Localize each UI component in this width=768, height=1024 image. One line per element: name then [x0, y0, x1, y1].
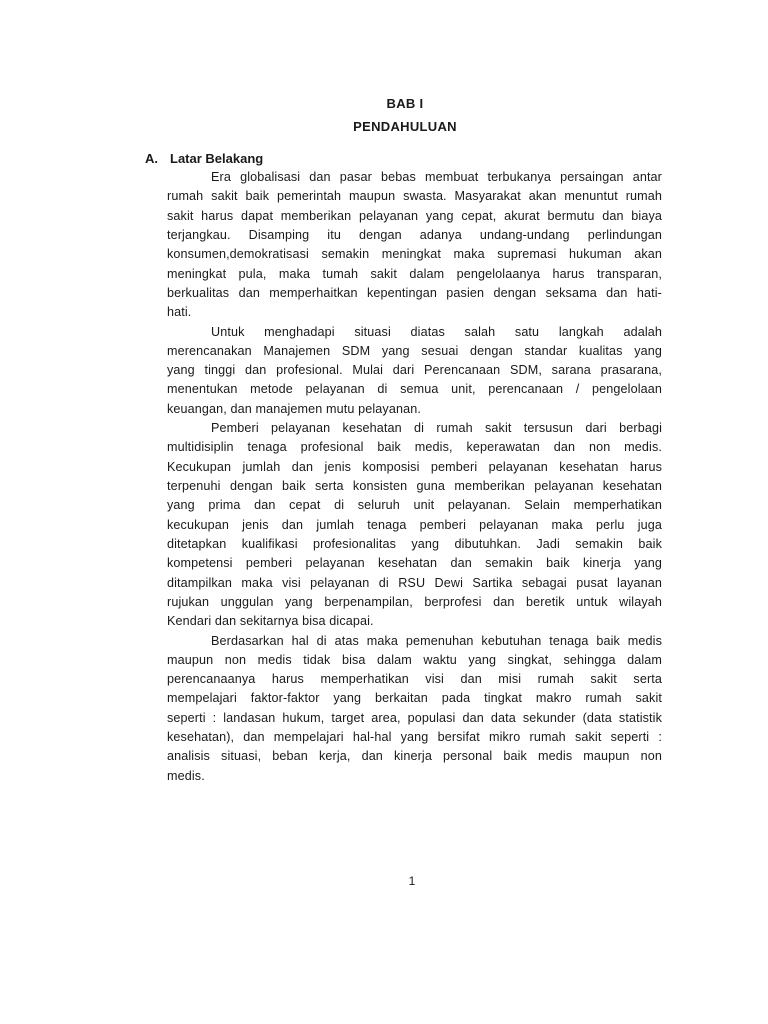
- paragraph-line: konsumen,demokratisasi semakin meningkat maka supremasi hukuman akan: [167, 247, 662, 262]
- paragraph-line: analisis situasi, beban kerja, dan kinerja personal baik medis maupun non: [167, 749, 662, 764]
- chapter-number: BAB I: [386, 96, 424, 111]
- paragraph-line: Kecukupan jumlah dan jenis komposisi pemberi pelayanan kesehatan harus: [167, 459, 662, 474]
- paragraph-line: terpenuhi dengan baik serta konsisten guna memberikan pelayanan kesehatan: [167, 479, 662, 493]
- paragraph-line: rumah sakit baik pemerintah maupun swasta. Masyarakat akan menuntut rumah: [167, 189, 662, 204]
- page-number: 1: [408, 874, 416, 888]
- paragraph-line: ditampilkan maka visi pelayanan di RSU Dewi Sartika sebagai pusat layanan: [167, 575, 662, 590]
- paragraph-line: perencanaanya harus memperhatikan visi dan misi rumah sakit serta: [167, 672, 662, 687]
- paragraph-1: [167, 168, 662, 323]
- body-text: [167, 168, 662, 786]
- paragraph-line: Era globalisasi dan pasar bebas membuat terbukanya persaingan antar: [211, 170, 662, 184]
- section-marker: A.: [145, 151, 158, 166]
- paragraph-line: seperti : landasan hukum, target area, populasi dan data sekunder (data statistik: [167, 710, 662, 725]
- chapter-title: PENDAHULUAN: [353, 119, 457, 134]
- paragraph-3: [167, 419, 662, 631]
- paragraph-line: Pemberi pelayanan kesehatan di rumah sakit tersusun dari berbagi: [211, 421, 662, 436]
- paragraph-line: mempelajari faktor-faktor yang berkaitan pada tingkat makro rumah sakit: [167, 691, 662, 706]
- paragraph-2: [167, 323, 662, 420]
- paragraph-line: Berdasarkan hal di atas maka pemenuhan kebutuhan tenaga baik medis: [211, 633, 662, 648]
- paragraph-line: ditetapkan kualifikasi profesionalitas yang dibutuhkan. Jadi semakin baik: [167, 536, 662, 551]
- paragraph-line: rujukan unggulan yang berpenampilan, berprofesi dan beretik untuk wilayah: [167, 594, 662, 609]
- paragraph-line: terjangkau. Disamping itu dengan adanya undang-undang perlindungan: [167, 227, 662, 242]
- paragraph-line: merencanakan Manajemen SDM yang sesuai dengan standar kualitas yang: [167, 343, 662, 358]
- paragraph-line: medis.: [167, 768, 205, 783]
- paragraph-line: Kendari dan sekitarnya bisa dicapai.: [167, 614, 374, 629]
- paragraph-line: kesehatan), dan mempelajari hal-hal yang bersifat mikro rumah sakit seperti :: [167, 730, 662, 745]
- paragraph-line: meningkat pula, maka tumah sakit dalam pengelolaanya harus transparan,: [167, 266, 662, 281]
- paragraph-line: sakit harus dapat memberikan pelayanan yang cepat, akurat bermutu dan biaya: [167, 208, 662, 223]
- paragraph-line: yang tinggi dan profesional. Mulai dari Perencanaan SDM, sarana prasarana,: [167, 363, 662, 378]
- paragraph-line: berkualitas dan memperhaitkan kepentingan pasien dengan seksama dan hati-: [167, 285, 662, 300]
- paragraph-line: Untuk menghadapi situasi diatas salah satu langkah adalah: [211, 324, 662, 339]
- paragraph-4: [167, 632, 662, 787]
- paragraph-line: kompetensi pemberi pelayanan kesehatan dan semakin baik kinerja yang: [167, 556, 662, 571]
- paragraph-line: menentukan metode pelayanan di semua unit, perencanaan / pengelolaan: [167, 382, 662, 397]
- paragraph-line: hati.: [167, 305, 192, 320]
- section-heading: Latar Belakang: [170, 151, 264, 166]
- paragraph-line: maupun non medis tidak bisa dalam waktu yang singkat, sehingga dalam: [167, 652, 662, 667]
- paragraph-line: yang prima dan cepat di seluruh unit pelayanan. Selain memperhatikan: [167, 498, 662, 513]
- paragraph-line: keuangan, dan manajemen mutu pelayanan.: [167, 401, 421, 416]
- paragraph-line: multidisiplin tenaga profesional baik medis, keperawatan dan non medis.: [167, 440, 662, 455]
- paragraph-line: kecukupan jenis dan jumlah tenaga pemberi pelayanan maka perlu juga: [167, 517, 662, 532]
